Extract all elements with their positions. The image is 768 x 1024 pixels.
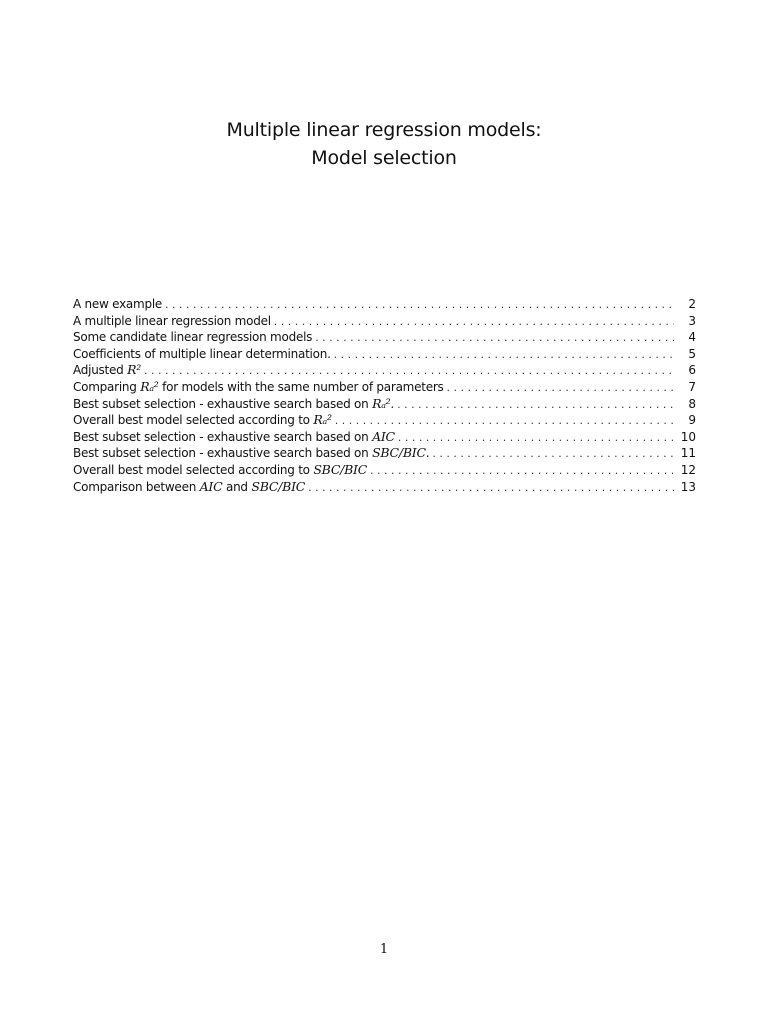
title-line-2: Model selection — [311, 147, 457, 169]
toc-entry[interactable] — [73, 362, 696, 379]
toc-leader-dots — [334, 347, 674, 364]
toc-leader-dots — [144, 363, 674, 380]
toc-entry-math: AIC — [372, 428, 395, 444]
toc-entry[interactable] — [73, 296, 696, 313]
document-title — [0, 116, 768, 172]
toc-entry-title — [73, 445, 429, 462]
toc-entry-title — [73, 379, 444, 396]
toc-entry-text: Some candidate linear regression models — [73, 330, 313, 345]
toc-entry[interactable] — [73, 445, 696, 462]
toc-entry[interactable] — [73, 396, 696, 413]
toc-entry-title — [73, 412, 332, 429]
toc-entry-text: Overall best model selected according to — [73, 462, 314, 477]
toc-entry-title — [73, 429, 395, 446]
toc-entry-page: 2 — [688, 297, 696, 311]
toc-entry-text: for models with the same number of parameters — [158, 379, 444, 394]
toc-entry[interactable] — [73, 462, 696, 479]
toc-entry-math: R² — [127, 362, 142, 378]
toc-entry[interactable] — [73, 412, 696, 429]
toc-entry-title — [73, 313, 271, 330]
toc-leader-dots — [274, 314, 674, 331]
toc-entry-title — [73, 396, 394, 413]
toc-entry-page: 9 — [688, 413, 696, 428]
toc-entry-page: 3 — [688, 313, 696, 328]
toc-entry[interactable] — [73, 379, 696, 396]
toc-leader-dots — [315, 330, 674, 347]
page-number: 1 — [379, 942, 389, 957]
toc-entry-page: 11 — [680, 446, 696, 461]
toc-entry-math: Rₐ² — [140, 378, 159, 394]
toc-entry-page: 5 — [688, 346, 696, 361]
toc-entry-title — [73, 479, 305, 496]
toc-entry[interactable] — [73, 313, 696, 330]
toc-leader-dots — [335, 413, 674, 430]
toc-entry-math: AIC — [199, 478, 223, 494]
toc-entry-page: 13 — [680, 479, 696, 494]
toc-entry[interactable] — [73, 479, 696, 496]
toc-entry-text: A multiple linear regression model — [73, 313, 271, 328]
toc-entry[interactable] — [73, 429, 696, 446]
table-of-contents — [73, 296, 696, 495]
toc-entry-text: Best subset selection - exhaustive search based on — [73, 429, 373, 444]
toc-entry-page: 8 — [688, 396, 696, 411]
toc-entry-page: 12 — [680, 462, 696, 477]
toc-entry-title — [73, 362, 141, 379]
toc-entry-page: 6 — [688, 363, 696, 378]
toc-entry-text: Comparing — [73, 379, 141, 394]
toc-entry-text: . — [425, 446, 430, 461]
toc-entry-title — [73, 329, 312, 346]
toc-entry-title — [73, 462, 367, 479]
toc-entry-title — [73, 296, 162, 313]
toc-entry-text: Best subset selection - exhaustive search based on — [73, 446, 373, 461]
toc-entry-math: Rₐ². — [372, 395, 395, 411]
toc-entry[interactable] — [73, 329, 696, 346]
toc-leader-dots — [398, 430, 674, 447]
toc-entry-text: Adjusted — [73, 363, 128, 378]
toc-entry-page: 7 — [688, 379, 696, 394]
toc-entry-title — [73, 346, 331, 363]
toc-entry[interactable] — [73, 346, 696, 363]
title-line-1: Multiple linear regression models: — [226, 119, 542, 141]
toc-leader-dots — [370, 463, 674, 480]
toc-entry-text: Coefficients of multiple linear determination. — [73, 346, 331, 361]
toc-entry-text: Best subset selection - exhaustive search based on — [73, 396, 373, 411]
toc-entry-text: Overall best model selected according to — [73, 413, 314, 428]
toc-leader-dots — [397, 397, 674, 414]
toc-entry-text: A new example — [73, 297, 163, 311]
toc-entry-page: 4 — [688, 330, 696, 345]
toc-leader-dots — [432, 446, 674, 463]
toc-leader-dots — [308, 480, 674, 497]
toc-entry-text: and — [222, 479, 252, 494]
toc-entry-page: 10 — [680, 429, 696, 444]
toc-entry-text: Comparison between — [73, 479, 200, 494]
toc-entry-math: SBC/BIC — [251, 478, 306, 494]
toc-leader-dots — [447, 380, 674, 397]
toc-entry-math: SBC/BIC — [313, 461, 368, 477]
toc-leader-dots — [165, 297, 674, 314]
toc-entry-math: Rₐ² — [313, 412, 332, 428]
toc-entry-math: SBC/BIC — [372, 445, 426, 461]
